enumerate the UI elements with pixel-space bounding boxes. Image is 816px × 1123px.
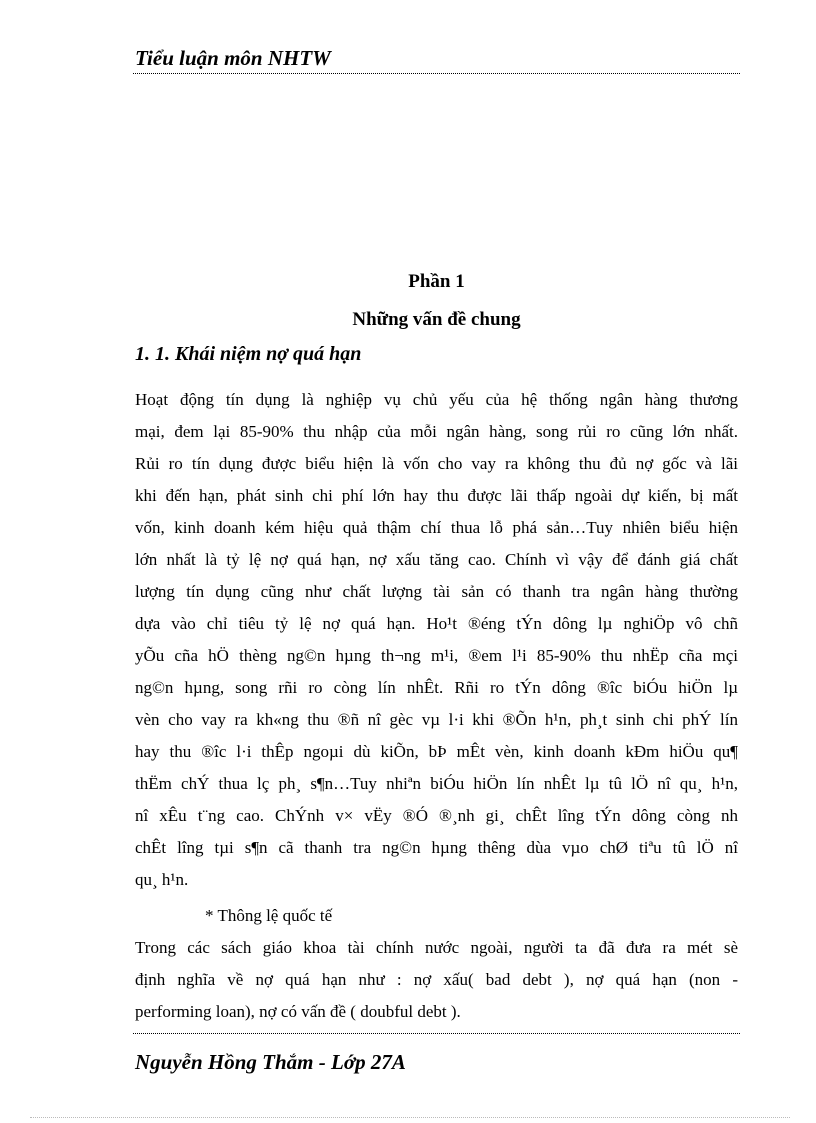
part-subtitle: Những vấn đề chung [352, 309, 521, 330]
section-heading: 1. 1. Khái niệm nợ quá hạn [135, 343, 362, 365]
header-divider [133, 73, 740, 74]
header-title: Tiểu luận môn NHTW [135, 46, 331, 70]
page-bottom-edge [30, 1117, 790, 1118]
body-text-line: hay thu ®îc l·i thÊp ngoµi dù kiÕn, bÞ mÊt vèn, kinh doanh kÐm hiÖu qu¶ [135, 742, 738, 761]
body-text-line: Trong các sách giáo khoa tài chính nước ngoài, người ta đã đưa ra mét sè [135, 938, 738, 957]
body-text-line: dựa vào chỉ tiêu tỷ lệ nợ quá hạn. Ho¹t ®éng tÝn dông lµ nghiÖp vô chñ [135, 614, 738, 633]
body-text-line: Hoạt động tín dụng là nghiệp vụ chủ yếu của hệ thống ngân hàng thương [135, 390, 738, 409]
footer-divider [133, 1033, 740, 1034]
body-text-line: lớn nhất là tỷ lệ nợ quá hạn, nợ xấu tăng cao. Chính vì vậy để đánh giá chất [135, 550, 738, 569]
body-text-line: vèn cho vay ra kh«ng thu ®ñ nî gèc vµ l·i khi ®Õn h¹n, ph¸t sinh chi phÝ lín [135, 710, 738, 729]
part-number: Phần 1 [408, 271, 465, 292]
body-text-line: ng©n hµng, song rñi ro còng lín nhÊt. Rñi ro tÝn dông ®îc biÓu hiÖn lµ [135, 678, 738, 697]
body-text-line: nî xÊu t¨ng cao. ChÝnh v× vËy ®Ó ®¸nh gi¸ chÊt lîng tÝn dông còng nh [135, 806, 738, 825]
body-text-line: lượng tín dụng cũng như chất lượng tài sản có thanh tra ngân hàng thường [135, 582, 738, 601]
body-text-line: khi đến hạn, phát sinh chi phí lớn hay thu được lãi thấp ngoài dự kiến, bị mất [135, 486, 738, 505]
body-text-line: performing loan), nợ có vấn đề ( doubful debt ). [135, 1002, 461, 1021]
footer-author: Nguyễn Hồng Thắm - Lớp 27A [135, 1050, 406, 1074]
body-text-line: qu¸ h¹n. [135, 870, 189, 889]
body-text-line: mại, đem lại 85-90% thu nhập của mỗi ngân hàng, song rủi ro cũng lớn nhất. [135, 422, 738, 441]
body-text-line: Rủi ro tín dụng được biểu hiện là vốn cho vay ra không thu đủ nợ gốc và lãi [135, 454, 738, 473]
body-text-line: vốn, kinh doanh kém hiệu quả thậm chí thua lỗ phá sản…Tuy nhiên biểu hiện [135, 518, 738, 537]
body-text-line: yÕu cña hÖ thèng ng©n hµng th¬ng m¹i, ®em l¹i 85-90% thu nhËp cña mçi [135, 646, 738, 665]
body-text-line: chÊt lîng tµi s¶n cã thanh tra ng©n hµng thêng dùa vµo chØ tiªu tû lÖ nî [135, 838, 738, 857]
subheading-note: * Thông lệ quốc tế [205, 906, 333, 925]
body-text-line: thËm chÝ thua lç ph¸ s¶n…Tuy nhiªn biÓu hiÖn lín nhÊt lµ tû lÖ nî qu¸ h¹n, [135, 774, 738, 793]
body-text-line: định nghĩa về nợ quá hạn như : nợ xấu( bad debt ), nợ quá hạn (non - [135, 970, 738, 989]
